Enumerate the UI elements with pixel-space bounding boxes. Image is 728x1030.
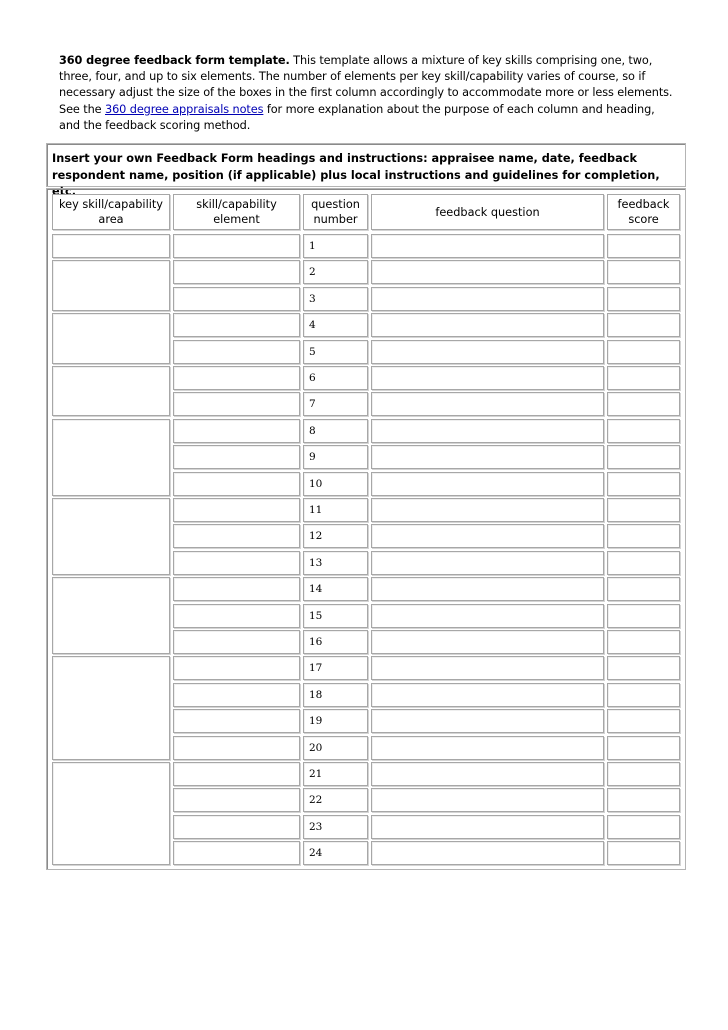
question-number-cell <box>303 445 368 469</box>
question-number-cell <box>303 736 368 760</box>
feedback-score-cell[interactable] <box>607 577 680 601</box>
question-number: 10 <box>309 478 323 490</box>
question-number: 12 <box>309 530 323 542</box>
question-number-cell <box>303 419 368 443</box>
question-number-cell <box>303 234 368 258</box>
question-number: 9 <box>309 451 316 463</box>
question-number: 3 <box>309 293 316 305</box>
feedback-question-cell[interactable] <box>371 762 604 786</box>
question-number-cell <box>303 472 368 496</box>
question-number: 2 <box>309 266 316 278</box>
question-number: 24 <box>309 847 323 859</box>
question-number-cell <box>303 366 368 390</box>
feedback-score-cell[interactable] <box>607 260 680 284</box>
feedback-score-cell[interactable] <box>607 788 680 812</box>
header-feedback-question: feedback question <box>371 194 604 230</box>
skill-element-cell[interactable] <box>173 366 300 390</box>
feedback-score-cell[interactable] <box>607 630 680 654</box>
question-number: 16 <box>309 636 323 648</box>
feedback-score-cell[interactable] <box>607 366 680 390</box>
skill-element-cell[interactable] <box>173 524 300 548</box>
question-number: 6 <box>309 372 316 384</box>
key-skill-area-cell[interactable] <box>52 366 170 416</box>
skill-element-cell[interactable] <box>173 551 300 575</box>
feedback-question-cell[interactable] <box>371 630 604 654</box>
question-number-cell <box>303 340 368 364</box>
question-number: 23 <box>309 821 323 833</box>
feedback-score-cell[interactable] <box>607 340 680 364</box>
feedback-score-cell[interactable] <box>607 472 680 496</box>
question-number: 11 <box>309 504 323 516</box>
header-feedback-score: feedback score <box>607 194 680 230</box>
question-number-cell <box>303 815 368 839</box>
feedback-question-cell[interactable] <box>371 340 604 364</box>
feedback-score-cell[interactable] <box>607 762 680 786</box>
skill-element-cell[interactable] <box>173 472 300 496</box>
question-number: 5 <box>309 346 316 358</box>
feedback-score-cell[interactable] <box>607 604 680 628</box>
feedback-question-cell[interactable] <box>371 656 604 680</box>
feedback-score-cell[interactable] <box>607 841 680 865</box>
feedback-score-cell[interactable] <box>607 287 680 311</box>
header-key-skill-area: key skill/capability area <box>52 194 170 230</box>
skill-element-cell[interactable] <box>173 392 300 416</box>
intro-title: 360 degree feedback form template. <box>59 54 290 67</box>
skill-element-cell[interactable] <box>173 736 300 760</box>
question-number-cell <box>303 762 368 786</box>
question-number: 20 <box>309 742 323 754</box>
question-number-cell <box>303 709 368 733</box>
question-number-cell <box>303 683 368 707</box>
question-number-cell <box>303 551 368 575</box>
skill-element-cell[interactable] <box>173 234 300 258</box>
feedback-question-cell[interactable] <box>371 551 604 575</box>
skill-element-cell[interactable] <box>173 498 300 522</box>
skill-element-cell[interactable] <box>173 577 300 601</box>
feedback-score-cell[interactable] <box>607 815 680 839</box>
question-number-cell <box>303 287 368 311</box>
skill-element-cell[interactable] <box>173 287 300 311</box>
skill-element-cell[interactable] <box>173 762 300 786</box>
feedback-score-cell[interactable] <box>607 524 680 548</box>
question-number: 21 <box>309 768 323 780</box>
feedback-question-cell[interactable] <box>371 472 604 496</box>
question-number: 8 <box>309 425 316 437</box>
feedback-score-cell[interactable] <box>607 313 680 337</box>
feedback-question-cell[interactable] <box>371 419 604 443</box>
form-header-box <box>46 143 686 198</box>
skill-element-cell[interactable] <box>173 683 300 707</box>
question-number-cell <box>303 577 368 601</box>
feedback-score-cell[interactable] <box>607 498 680 522</box>
feedback-question-cell[interactable] <box>371 313 604 337</box>
question-number: 1 <box>309 240 316 252</box>
skill-element-cell[interactable] <box>173 815 300 839</box>
skill-element-cell[interactable] <box>173 260 300 284</box>
header-question-number: question number <box>303 194 368 230</box>
feedback-question-cell[interactable] <box>371 683 604 707</box>
feedback-score-cell[interactable] <box>607 392 680 416</box>
form-header-text: Insert your own Feedback Form headings and instructions: appraisee name, date, feedback respondent name, position (if applicable) plus local instructions and guidelines for completion, etc. <box>52 152 660 198</box>
question-number: 4 <box>309 319 316 331</box>
feedback-question-cell[interactable] <box>371 736 604 760</box>
skill-element-cell[interactable] <box>173 313 300 337</box>
key-skill-area-cell[interactable] <box>52 234 170 258</box>
question-number: 14 <box>309 583 323 595</box>
question-number: 17 <box>309 662 323 674</box>
skill-element-cell[interactable] <box>173 445 300 469</box>
key-skill-area-cell[interactable] <box>52 656 170 760</box>
question-number: 22 <box>309 794 323 806</box>
feedback-score-cell[interactable] <box>607 656 680 680</box>
key-skill-area-cell[interactable] <box>52 313 170 364</box>
feedback-question-cell[interactable] <box>371 524 604 548</box>
key-skill-area-cell[interactable] <box>52 762 170 865</box>
appraisals-notes-link[interactable]: 360 degree appraisals notes <box>105 102 264 116</box>
key-skill-area-cell[interactable] <box>52 260 170 311</box>
question-number-cell <box>303 498 368 522</box>
feedback-question-cell[interactable] <box>371 788 604 812</box>
question-number-cell <box>303 313 368 337</box>
feedback-question-cell[interactable] <box>371 287 604 311</box>
skill-element-cell[interactable] <box>173 788 300 812</box>
feedback-question-cell[interactable] <box>371 498 604 522</box>
question-number: 7 <box>309 398 316 410</box>
feedback-question-cell[interactable] <box>371 445 604 469</box>
question-number-cell <box>303 656 368 680</box>
key-skill-area-cell[interactable] <box>52 419 170 496</box>
skill-element-cell[interactable] <box>173 604 300 628</box>
feedback-question-cell[interactable] <box>371 709 604 733</box>
key-skill-area-cell[interactable] <box>52 577 170 654</box>
feedback-score-cell[interactable] <box>607 234 680 258</box>
question-number-cell <box>303 841 368 865</box>
feedback-question-cell[interactable] <box>371 392 604 416</box>
question-number: 15 <box>309 610 323 622</box>
question-number: 18 <box>309 689 323 701</box>
feedback-question-cell[interactable] <box>371 815 604 839</box>
skill-element-cell[interactable] <box>173 630 300 654</box>
feedback-question-cell[interactable] <box>371 366 604 390</box>
feedback-score-cell[interactable] <box>607 551 680 575</box>
intro-text-2: for more explanation about the purpose of each column and heading, and the feedback scoring method. <box>59 102 655 132</box>
feedback-score-cell[interactable] <box>607 683 680 707</box>
skill-element-cell[interactable] <box>173 656 300 680</box>
question-number: 19 <box>309 715 323 727</box>
skill-element-cell[interactable] <box>173 419 300 443</box>
intro-text-1: This template allows a mixture of key skills comprising one, two, three, four, and up to six elements. The number of elements per key skill/capability varies of course, so if necessary adjust the size of the boxes in the first column accordingly to accommodate more or less elements. See the <box>59 54 673 116</box>
skill-element-cell[interactable] <box>173 709 300 733</box>
feedback-score-cell[interactable] <box>607 709 680 733</box>
question-number-cell <box>303 630 368 654</box>
feedback-question-cell[interactable] <box>371 841 604 865</box>
feedback-question-cell[interactable] <box>371 260 604 284</box>
skill-element-cell[interactable] <box>173 841 300 865</box>
feedback-score-cell[interactable] <box>607 419 680 443</box>
question-number-cell <box>303 392 368 416</box>
question-number-cell <box>303 260 368 284</box>
feedback-score-cell[interactable] <box>607 736 680 760</box>
feedback-question-cell[interactable] <box>371 577 604 601</box>
feedback-question-cell[interactable] <box>371 234 604 258</box>
question-number: 13 <box>309 557 323 569</box>
question-number-cell <box>303 604 368 628</box>
header-skill-element: skill/capability element <box>173 194 300 230</box>
question-number-cell <box>303 788 368 812</box>
key-skill-area-cell[interactable] <box>52 498 170 575</box>
feedback-question-cell[interactable] <box>371 604 604 628</box>
intro-paragraph <box>59 53 679 134</box>
skill-element-cell[interactable] <box>173 340 300 364</box>
feedback-score-cell[interactable] <box>607 445 680 469</box>
question-number-cell <box>303 524 368 548</box>
